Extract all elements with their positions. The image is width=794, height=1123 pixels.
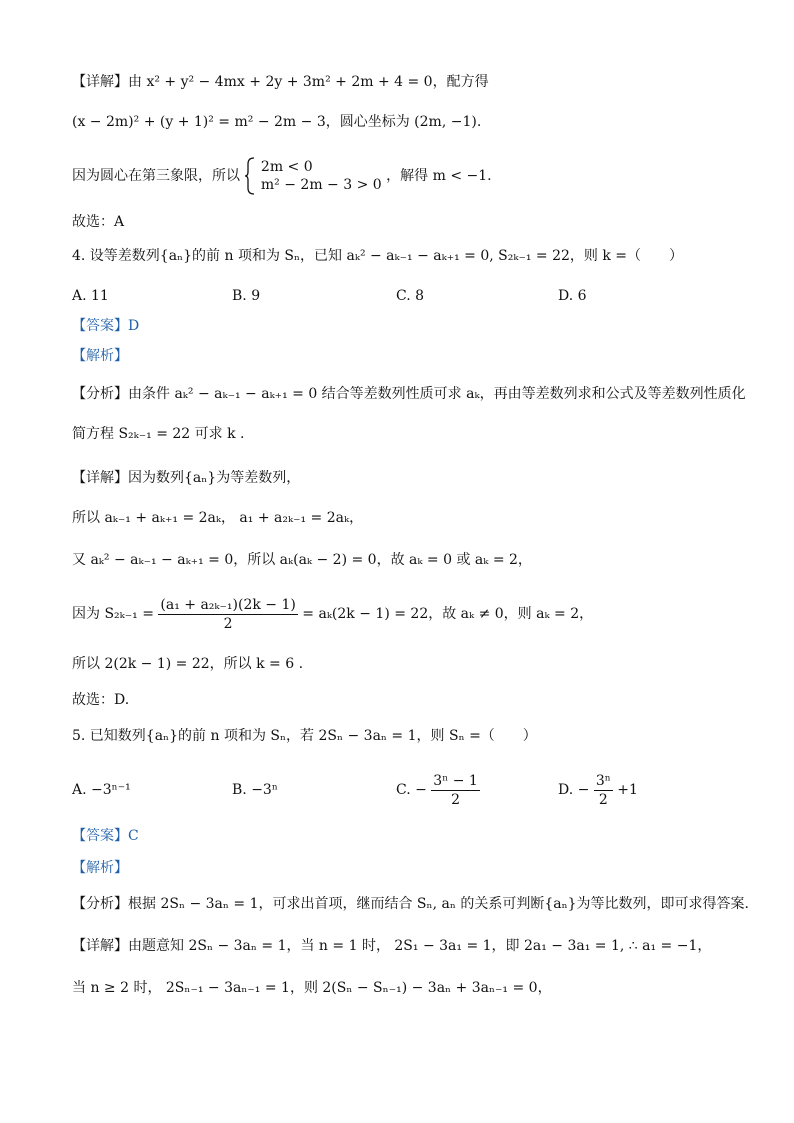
case-system [244,156,381,196]
q5-option-d-denominator: 2 [598,791,608,808]
question-4: 4. 设等差数列{aₙ}的前 n 项和为 Sₙ，已知 aₖ² − aₖ₋₁ − aₖ₊₁ = 0, S₂ₖ₋₁ = 22，则 k =（ ） [72,248,684,264]
q5-option-b: B. −3ⁿ [232,782,278,798]
q5-option-c-denominator: 2 [451,791,461,808]
q4-detail-3: 又 aₖ² − aₖ₋₁ − aₖ₊₁ = 0，所以 aₖ(aₖ − 2) = 0，故 aₖ = 0 或 aₖ = 2， [72,552,532,568]
q4-option-a: A. 11 [72,288,109,304]
q4-jiexi-heading: 【解析】 [72,348,128,364]
q5-analysis: 【分析】根据 2Sₙ − 3aₙ = 1，可求出首项，继而结合 Sₙ, aₙ 的关系可判断{aₙ}为等比数列，即可求得答案. [72,896,750,912]
q5-option-d-numerator: 3ⁿ [595,772,611,789]
question-5: 5. 已知数列{aₙ}的前 n 项和为 Sₙ，若 2Sₙ − 3aₙ = 1，则 Sₙ =（ ） [72,728,537,744]
q4-detail-1: 【详解】因为数列{aₙ}为等差数列， [72,470,301,486]
q4-detail-5: 所以 2(2k − 1) = 22，所以 k = 6 . [72,656,304,672]
case-2: m² − 2m − 3 > 0 [260,177,382,193]
detail-line-3 [72,156,492,196]
q4-detail-4 [72,594,593,634]
q4-option-c: C. 8 [396,288,425,304]
case-1: 2m < 0 [260,159,313,175]
detail-line-3-suffix: ，解得 m < −1. [386,168,492,184]
left-brace-icon [244,156,256,196]
q4-analysis-2: 简方程 S₂ₖ₋₁ = 22 可求 k . [72,426,245,442]
q4-detail-4-prefix: 因为 S₂ₖ₋₁ = [72,606,154,622]
detail-line-3-prefix: 因为圆心在第三象限，所以 [72,168,240,184]
q5-option-d-prefix: D. − [558,782,590,798]
q5-detail-2: 当 n ≥ 2 时， 2Sₙ₋₁ − 3aₙ₋₁ = 1，则 2(Sₙ − Sₙ₋₁) − 3aₙ + 3aₙ₋₁ = 0， [72,980,552,996]
q4-detail-6: 故选：D. [72,692,130,708]
q4-detail-2: 所以 aₖ₋₁ + aₖ₊₁ = 2aₖ， a₁ + a₂ₖ₋₁ = 2aₖ， [72,510,364,526]
q4-fraction-numerator: (a₁ + a₂ₖ₋₁)(2k − 1) [160,596,296,613]
q5-detail-1: 【详解】由题意知 2Sₙ − 3aₙ = 1，当 n = 1 时， 2S₁ − 3a₁ = 1，即 2a₁ − 3a₁ = 1, ∴ a₁ = −1， [72,938,712,954]
q4-option-d: D. 6 [558,288,587,304]
q5-option-d-suffix: +1 [617,782,638,798]
detail-line-1: 【详解】由 x² + y² − 4mx + 2y + 3m² + 2m + 4 = 0，配方得 [72,74,489,90]
q5-option-c-numerator: 3ⁿ − 1 [433,772,478,789]
q5-option-c-prefix: C. − [396,782,427,798]
detail-line-4: 故选：A [72,214,125,230]
q5-option-c [396,770,480,810]
q4-analysis-1: 【分析】由条件 aₖ² − aₖ₋₁ − aₖ₊₁ = 0 结合等差数列性质可求 aₖ，再由等差数列求和公式及等差数列性质化 [72,386,746,402]
q5-jiexi-heading: 【解析】 [72,860,128,876]
q5-answer: 【答案】C [72,828,139,844]
q5-option-a: A. −3ⁿ⁻¹ [72,782,131,798]
detail-line-2: (x − 2m)² + (y + 1)² = m² − 2m − 3，圆心坐标为 (2m, −1). [72,114,482,130]
q4-option-b: B. 9 [232,288,261,304]
q4-detail-4-suffix: = aₖ(2k − 1) = 22，故 aₖ ≠ 0，则 aₖ = 2， [302,606,594,622]
q4-answer: 【答案】D [72,318,140,334]
q5-option-c-fraction [431,772,480,809]
q4-fraction [158,596,297,633]
q5-option-d [558,770,638,810]
q5-option-d-fraction [594,772,613,809]
q4-fraction-denominator: 2 [223,615,233,632]
